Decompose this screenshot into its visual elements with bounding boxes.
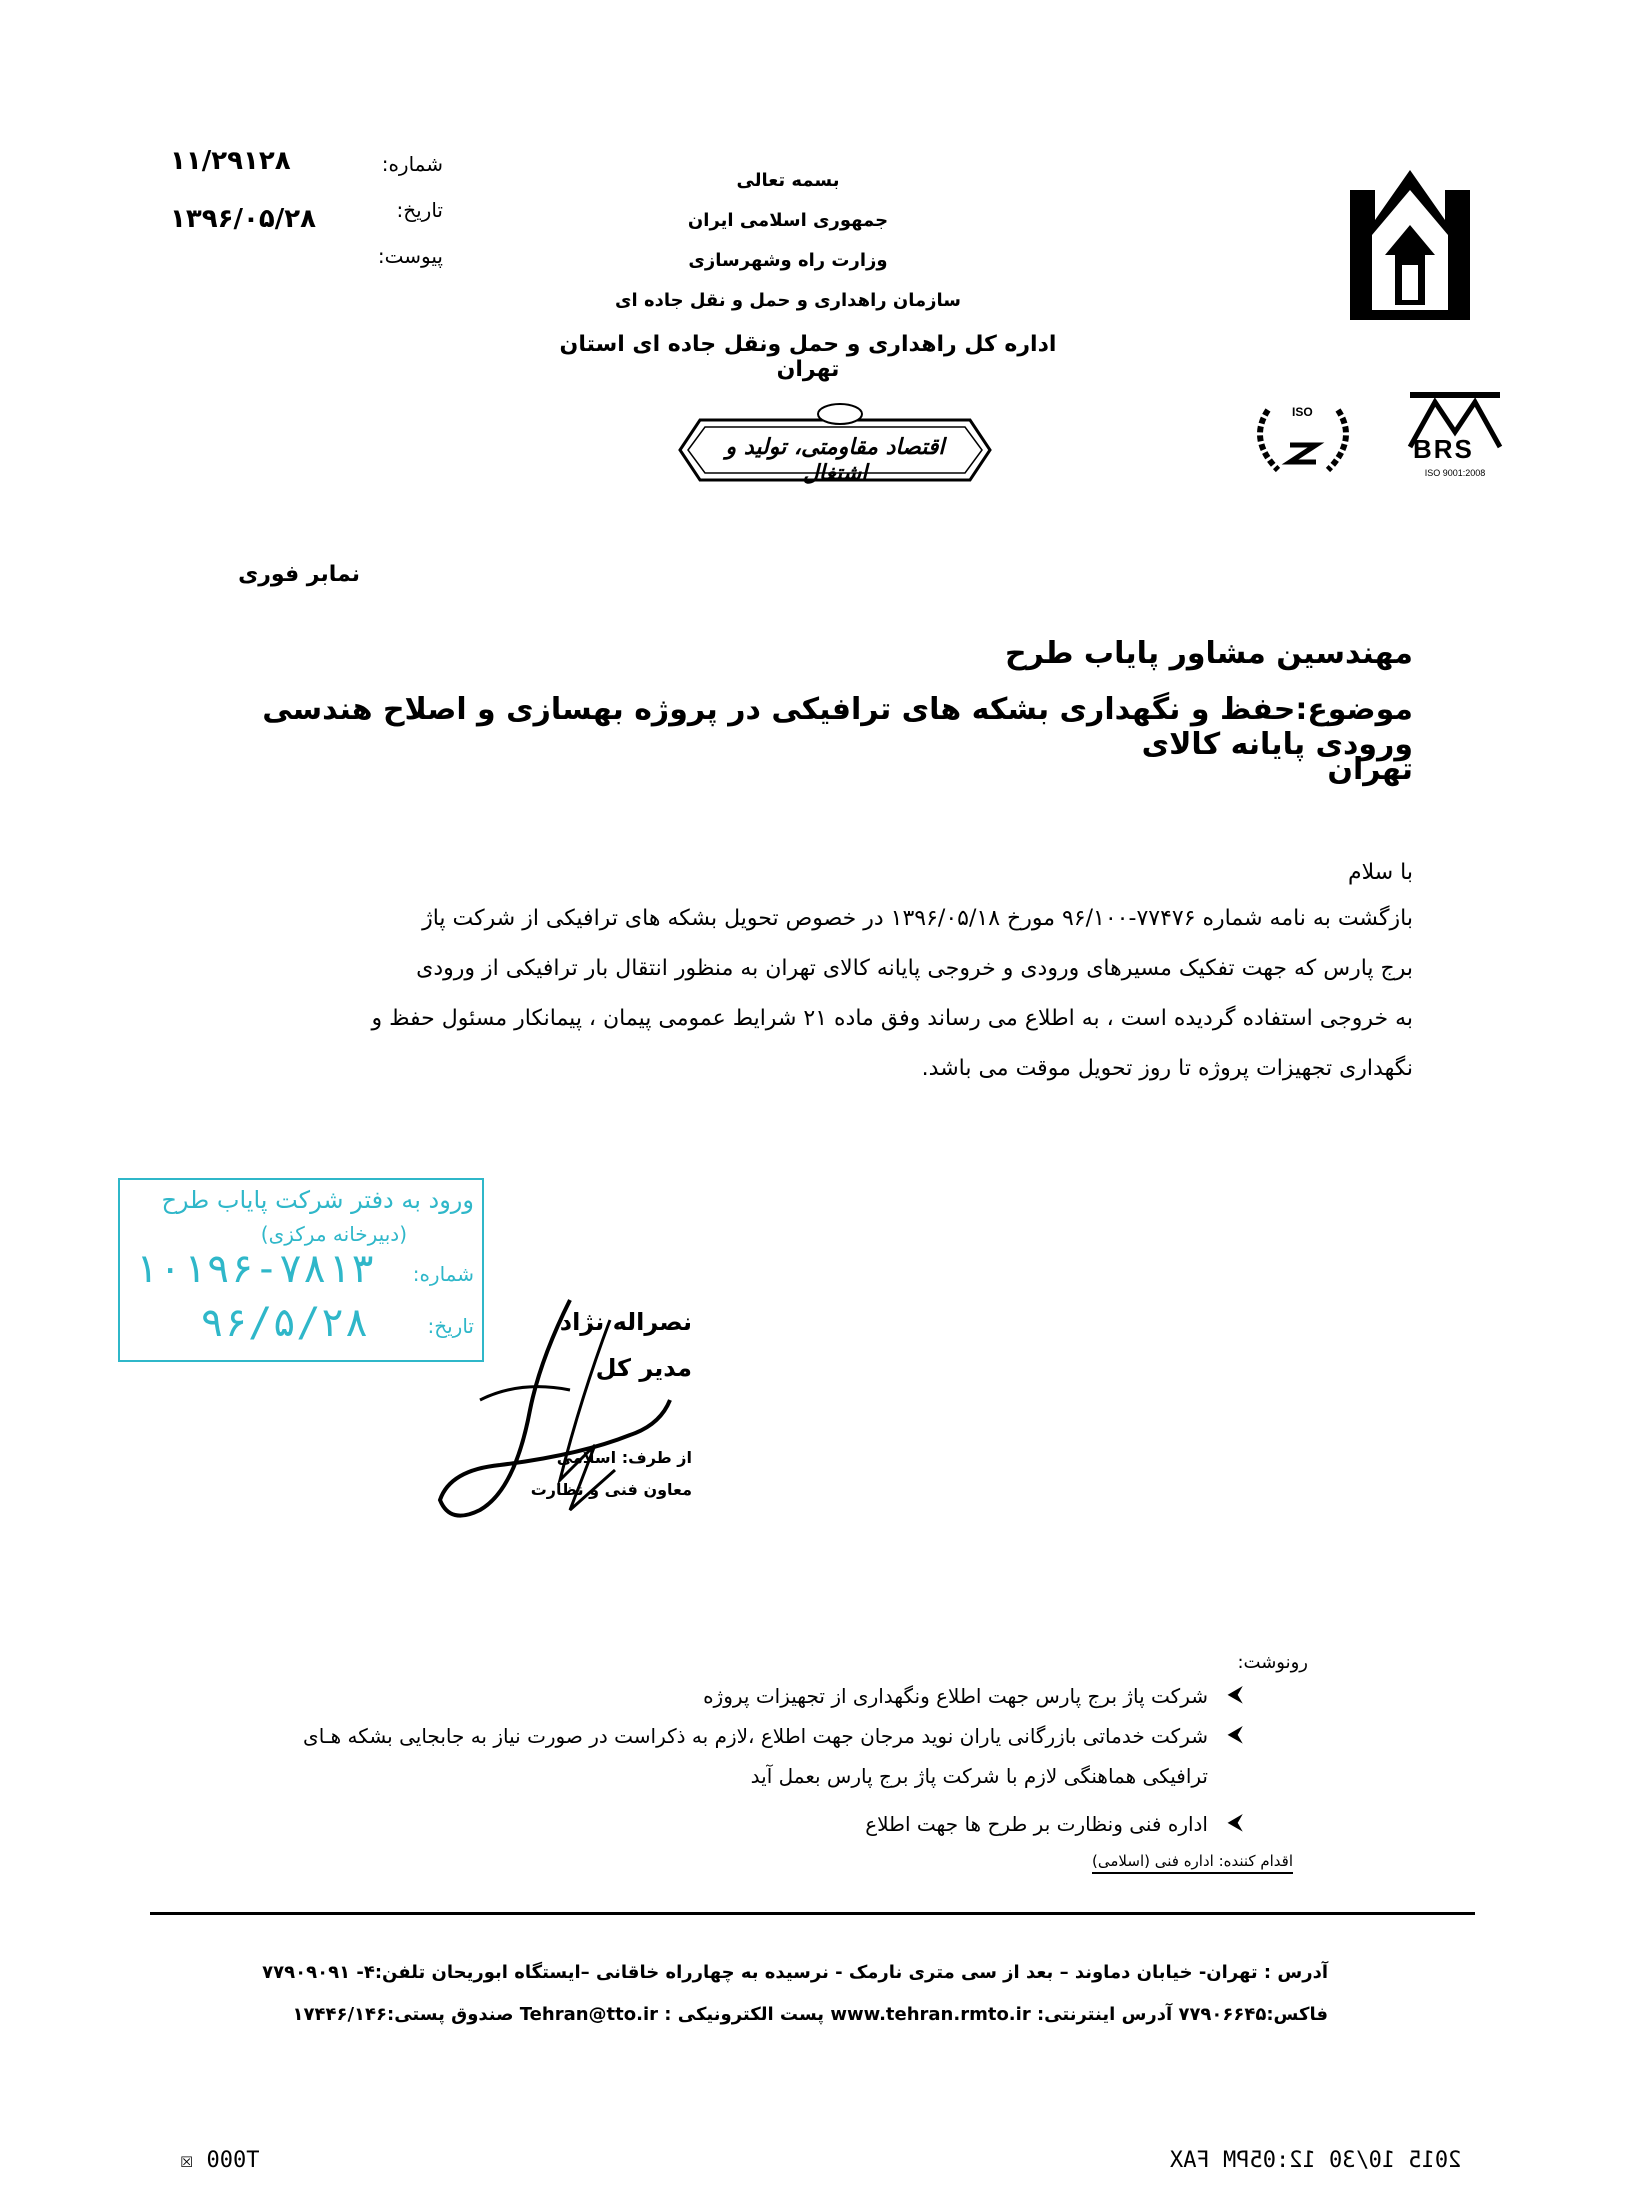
footer-address: آدرس : تهران- خیابان دماوند – بعد از سی متری نارمک - نرسیده به چهارراه خاقانی –ایستگاه ابوریحان تلفن:۴- ۷۷۹۰۹۰۹۱ — [262, 1962, 1328, 1983]
iso-badge — [1248, 400, 1358, 480]
signed-on-behalf-title: معاون فنی و نظارت — [530, 1480, 692, 1499]
slogan-text: اقتصاد مقاومتی، تولید و اشتغال — [725, 434, 945, 486]
arrow-bullet-icon: ⮜ — [1227, 1682, 1243, 1707]
date-value: ۱۳۹۶/۰۵/۲۸ — [170, 204, 316, 234]
header-ministry: وزارت راه وشهرسازی — [688, 250, 888, 271]
body-paragraph-line: بازگشت به نامه شماره ۷۷۴۷۶-۹۶/۱۰۰ مورخ ۱۳۹۶/۰۵/۱۸ در خصوص تحویل بشکه های ترافیکی از شرکت پاژ — [422, 906, 1413, 931]
signer-title: مدیر کل — [595, 1354, 692, 1382]
signature-block — [420, 1280, 700, 1540]
header-organization: سازمان راهداری و حمل و نقل جاده ای — [615, 290, 961, 311]
arrow-bullet-icon: ⮜ — [1227, 1722, 1243, 1747]
brs-logo — [1405, 392, 1505, 484]
iso-cert-text: ISO 9001:2008 — [1424, 468, 1486, 478]
body-paragraph-line: برج پارس که جهت تفکیک مسیرهای ورودی و خروجی پایانه کالای تهران به منظور انتقال بار ترافیکی از ورودی — [416, 956, 1413, 981]
attachment-label: پیوست: — [377, 244, 443, 268]
footer-contact: فاکس:۷۷۹۰۶۶۴۵ آدرس اینترنتی: www.tehran.rmto.ir پست الکترونیکی : Tehran@tto.ir صندوق پستی:۱۷۴۴۶/۱۴۶ — [292, 2004, 1328, 2025]
iso-badge-text: ISO — [1292, 405, 1313, 419]
date-label: تاریخ: — [396, 198, 443, 222]
number-label: شماره: — [381, 152, 443, 176]
subject-line-continued: تهران — [1327, 752, 1413, 787]
greeting: با سلام — [1347, 860, 1413, 885]
cc-item: اداره فنی ونظارت بر طرح ها جهت اطلاع — [865, 1812, 1208, 1836]
cc-item: شرکت خدماتی بازرگانی یاران نوید مرجان جهت اطلاع ،لازم به ذکراست در صورت نیاز به جابجایی بشکه هـای — [303, 1724, 1208, 1748]
body-paragraph-line: نگهداری تجهیزات پروژه تا روز تحویل موقت می باشد. — [921, 1056, 1413, 1081]
number-value: ۱۱/۲۹۱۲۸ — [170, 146, 291, 176]
recipient: مهندسین مشاور پایاب طرح — [1004, 636, 1413, 671]
stamp-number-value: ۱۰۱۹۶-۷۸۱۳ — [134, 1246, 375, 1292]
signer-name: نصراله نژاد — [559, 1308, 692, 1336]
fax-urgent-label: نمابر فوری — [238, 562, 360, 587]
ministry-logo-icon — [1340, 160, 1480, 325]
ministry-logo — [1340, 160, 1480, 325]
body-paragraph-line: به خروجی استفاده گردیده است ، به اطلاع می رساند وفق ماده ۲۱ شرایط عمومی پیمان ، پیمانکار مسئول حفظ و — [371, 1006, 1413, 1031]
cc-item: شرکت پاژ برج پارس جهت اطلاع ونگهداری از تجهیزات پروژه — [703, 1684, 1208, 1708]
brs-text: BRS — [1413, 434, 1474, 464]
stamp-date-value: ۹۶/۵/۲۸ — [200, 1300, 369, 1346]
header-department: اداره کل راهداری و حمل ونقل جاده ای استان تهران — [559, 332, 1057, 382]
cc-label: رونوشت: — [1237, 1652, 1308, 1673]
stamp-subtitle: (دبیرخانه مرکزی) — [260, 1222, 407, 1246]
stamp-date-label: تاریخ: — [427, 1314, 474, 1338]
header-country: جمهوری اسلامی ایران — [687, 210, 889, 231]
action-taker: اقدام کننده: اداره فنی (اسلامی) — [1092, 1852, 1293, 1874]
stamp-title: ورود به دفتر شرکت پایاب طرح — [161, 1186, 474, 1214]
fax-timestamp: 2015 10/30 12:05PM FAX — [1170, 2148, 1462, 2173]
bismillah: بسمه تعالی — [736, 170, 840, 191]
arrow-bullet-icon: ⮜ — [1227, 1810, 1243, 1835]
fax-page-marker: T000 ☒ — [180, 2148, 260, 2173]
cc-item-continued: ترافیکی هماهنگی لازم با شرکت پاژ برج پارس بعمل آید — [750, 1764, 1208, 1788]
slogan-banner — [670, 400, 1000, 500]
signed-on-behalf: از طرف: اسلامی — [556, 1448, 692, 1467]
stamp-number-label: شماره: — [412, 1262, 474, 1286]
subject-line: موضوع:حفظ و نگهداری بشکه های ترافیکی در پروژه بهسازی و اصلاح هندسی ورودی پایانه کالای — [262, 692, 1413, 762]
footer-divider — [150, 1912, 1475, 1915]
